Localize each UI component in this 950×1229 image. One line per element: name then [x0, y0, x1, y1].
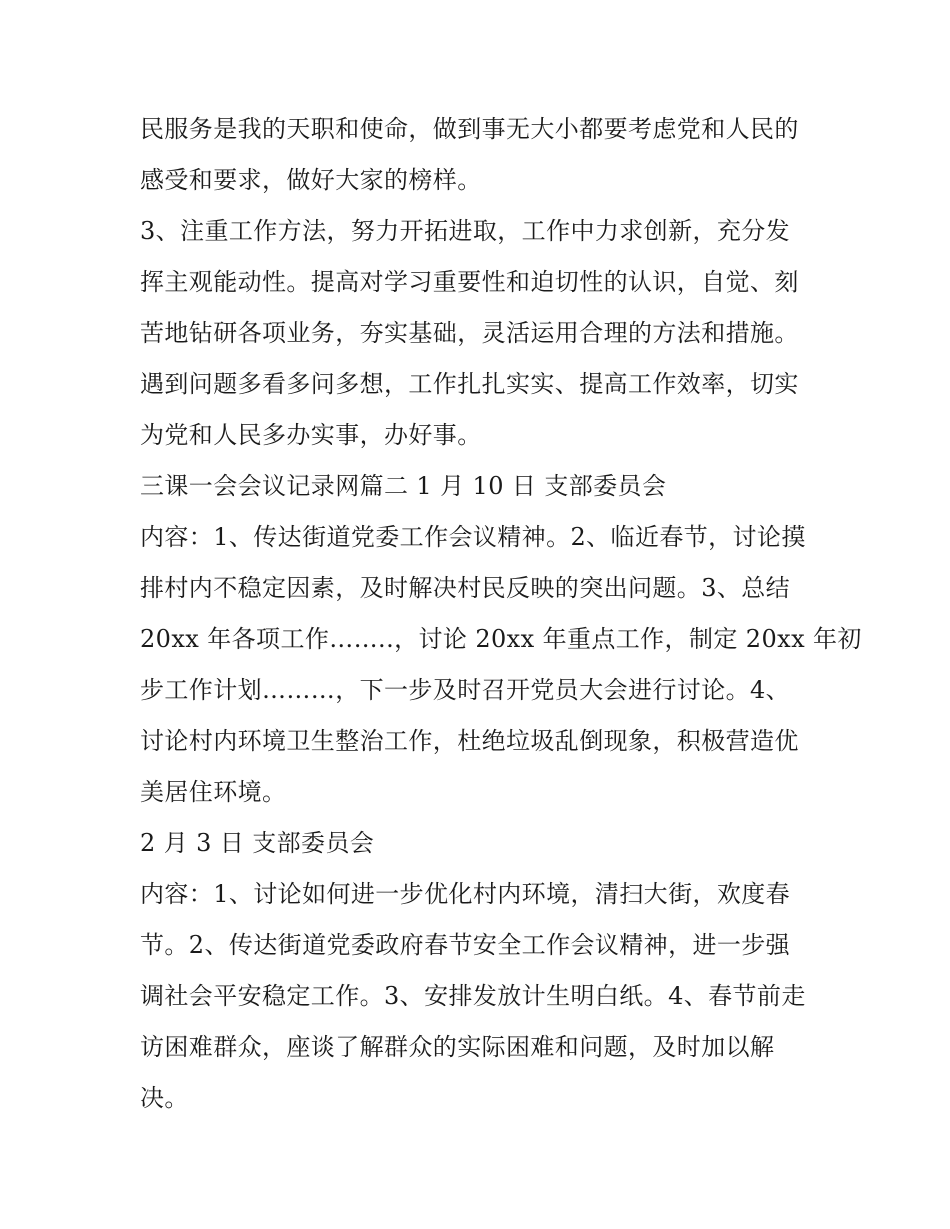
document-body [140, 104, 862, 1124]
text-line: 美居住环境。 [140, 778, 287, 806]
text-line: 遇到问题多看多问多想，工作扎扎实实、提高工作效率，切实 [140, 370, 799, 398]
text-line: 内容：1、传达街道党委工作会议精神。2、临近春节，讨论摸 [140, 523, 806, 551]
text-line: 访困难群众，座谈了解群众的实际困难和问题，及时加以解 [140, 1033, 775, 1061]
text-line: 挥主观能动性。提高对学习重要性和迫切性的认识，自觉、刻 [140, 268, 799, 296]
text-line: 步工作计划………，下一步及时召开党员大会进行讨论。4、 [140, 676, 791, 704]
text-line: 感受和要求，做好大家的榜样。 [140, 166, 482, 194]
text-line: 调社会平安稳定工作。3、安排发放计生明白纸。4、春节前走 [140, 982, 806, 1010]
text-line: 民服务是我的天职和使命，做到事无大小都要考虑党和人民的 [140, 115, 799, 143]
text-line: 苦地钻研各项业务，夯实基础，灵活运用合理的方法和措施。 [140, 319, 799, 347]
text-line: 内容：1、讨论如何进一步优化村内环境，清扫大街，欢度春 [140, 880, 791, 908]
text-line: 排村内不稳定因素，及时解决村民反映的突出问题。3、总结 [140, 574, 791, 602]
text-line: 3、注重工作方法，努力开拓进取，工作中力求创新，充分发 [140, 217, 791, 245]
meeting-heading: 2 月 3 日 支部委员会 [140, 829, 375, 857]
text-line: 讨论村内环境卫生整治工作，杜绝垃圾乱倒现象，积极营造优 [140, 727, 799, 755]
text-line: 20xx 年各项工作……..，讨论 20xx 年重点工作，制定 20xx 年初 [140, 625, 862, 653]
text-line: 节。2、传达街道党委政府春节安全工作会议精神，进一步强 [140, 931, 791, 959]
section-heading: 三课一会会议记录网篇二 1 月 10 日 支部委员会 [140, 472, 667, 500]
text-line: 为党和人民多办实事，办好事。 [140, 421, 482, 449]
text-line: 决。 [140, 1084, 189, 1112]
